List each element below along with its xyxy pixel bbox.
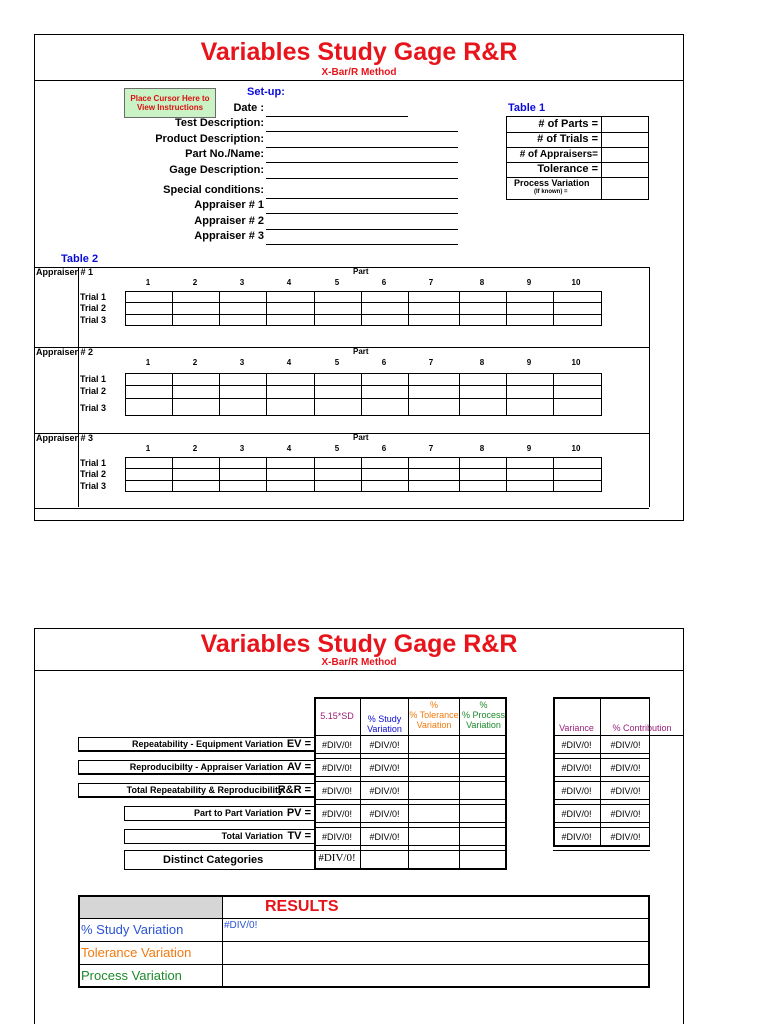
part-label-1: Part (353, 267, 369, 276)
table1-tolerance-label: Tolerance = (537, 163, 598, 175)
stat-study-value: #DIV/0! (369, 809, 400, 819)
results-process-value (223, 964, 650, 987)
stat-study-value: #DIV/0! (369, 740, 400, 750)
stat-variance-value: #DIV/0! (561, 740, 592, 750)
stat-variance-value: #DIV/0! (561, 786, 592, 796)
part-number: 10 (571, 444, 581, 453)
trial-label: Trial 2 (80, 303, 107, 313)
part-number: 6 (381, 278, 387, 287)
stat-label: Repeatability - Equipment Variation (131, 739, 283, 749)
results-process-label: Process Variation (79, 964, 223, 987)
part-number: 2 (192, 278, 198, 287)
field-appraiser2-input[interactable] (266, 229, 458, 230)
setup-label: Set-up: (247, 86, 285, 98)
results-title: RESULTS (223, 896, 650, 918)
stat-label: Total Variation (221, 831, 283, 841)
appraiser-3-label: Appraiser # 3 (36, 433, 94, 443)
stat-code: R&R = (277, 784, 311, 796)
field-appraiser3-label: Appraiser # 3 (194, 230, 264, 242)
field-appraiser2-label: Appraiser # 2 (194, 215, 264, 227)
part-number: 3 (239, 444, 245, 453)
trial-grid[interactable] (125, 373, 602, 416)
header-sd: 5.15*SD (320, 711, 354, 721)
trial-label: Trial 1 (80, 458, 107, 468)
part-number: 7 (428, 358, 434, 367)
part-number: 5 (334, 358, 340, 367)
trial-grid[interactable] (125, 457, 602, 492)
field-special-label: Special conditions: (163, 184, 264, 196)
stat-sd-value: #DIV/0! (321, 786, 352, 796)
field-gage-label: Gage Description: (169, 164, 264, 176)
field-product-label: Product Description: (155, 133, 264, 145)
results-table (78, 895, 650, 988)
trial-label: Trial 2 (80, 469, 107, 479)
field-appraiser1-label: Appraiser # 1 (194, 199, 264, 211)
field-product-input[interactable] (266, 147, 458, 148)
header-variance: Variance (559, 723, 594, 733)
part-number: 1 (145, 358, 151, 367)
part-number: 9 (526, 444, 532, 453)
results-page-title: Variables Study Gage R&R (200, 630, 518, 658)
field-test-input[interactable] (266, 131, 458, 132)
part-number: 1 (145, 444, 151, 453)
field-appraiser3-input[interactable] (266, 244, 458, 245)
part-number: 8 (479, 358, 485, 367)
stat-contribution-value: #DIV/0! (610, 740, 641, 750)
header-process-text: % Process Variation (461, 710, 505, 730)
part-number: 9 (526, 278, 532, 287)
field-gage-input[interactable] (266, 178, 458, 179)
part-number: 1 (145, 278, 151, 287)
trial-label: Trial 1 (80, 292, 107, 302)
header-tolerance-text: % Tolerance Variation (409, 710, 459, 730)
results-tolerance-label: Tolerance Variation (79, 941, 223, 964)
distinct-label: Distinct Categories (163, 854, 264, 866)
stat-label: Total Repeatability & Reproducibility (126, 785, 283, 795)
stat-code: PV = (286, 807, 311, 819)
table1-process-note: (If known) = (534, 189, 568, 195)
results-study-label: % Study Variation (79, 918, 223, 941)
results-page-subtitle: X-Bar/R Method (321, 657, 397, 668)
stat-contribution-value: #DIV/0! (610, 786, 641, 796)
stat-sd-value: #DIV/0! (321, 832, 352, 842)
table1-appraisers-label: # of Appraisers= (519, 149, 598, 160)
table1-title: Table 1 (508, 102, 546, 114)
part-number: 4 (286, 444, 292, 453)
stat-contribution-value: #DIV/0! (610, 809, 641, 819)
stat-variance-value: #DIV/0! (561, 832, 592, 842)
results-tolerance-value (223, 941, 650, 964)
table1 (506, 116, 649, 200)
trial-label: Trial 3 (80, 481, 107, 491)
table1-parts-label: # of Parts = (538, 118, 598, 130)
distinct-value: #DIV/0! (318, 852, 356, 864)
part-number: 8 (479, 444, 485, 453)
trial-label: Trial 1 (80, 374, 107, 384)
stat-study-value: #DIV/0! (369, 763, 400, 773)
trial-label: Trial 3 (80, 315, 107, 325)
trial-label: Trial 2 (80, 386, 107, 396)
stat-study-value: #DIV/0! (369, 832, 400, 842)
part-number: 10 (571, 358, 581, 367)
instructions-button[interactable]: Place Cursor Here to View Instructions (124, 88, 216, 118)
trial-label: Trial 3 (80, 403, 107, 413)
sheet-setup (34, 34, 684, 521)
stat-code: TV = (287, 830, 311, 842)
sheet-results (34, 628, 684, 1024)
stat-code: AV = (287, 761, 311, 773)
appraiser-1-label: Appraiser # 1 (36, 267, 94, 277)
part-label-2: Part (353, 347, 369, 356)
field-part-input[interactable] (266, 162, 458, 163)
field-test-label: Test Description: (174, 117, 264, 129)
part-number: 3 (239, 358, 245, 367)
part-number: 9 (526, 358, 532, 367)
field-part-label: Part No./Name: (185, 148, 264, 160)
stat-variance-value: #DIV/0! (561, 809, 592, 819)
results-study-value: #DIV/0! (223, 918, 650, 941)
stat-sd-value: #DIV/0! (321, 763, 352, 773)
header-process: % % Process Variation (461, 700, 505, 730)
stat-label: Reproducibilty - Appraiser Variation (129, 762, 283, 772)
header-study: % Study Variation (367, 714, 402, 734)
part-number: 7 (428, 444, 434, 453)
field-appraiser1-input[interactable] (266, 213, 458, 214)
stat-contribution-value: #DIV/0! (610, 832, 641, 842)
stat-contribution-value: #DIV/0! (610, 763, 641, 773)
field-date-label: Date : (233, 102, 264, 114)
trial-grid[interactable] (125, 291, 602, 326)
page-title: Variables Study Gage R&R (200, 38, 518, 66)
stat-study-value: #DIV/0! (369, 786, 400, 796)
part-number: 6 (381, 358, 387, 367)
part-number: 2 (192, 358, 198, 367)
part-number: 8 (479, 278, 485, 287)
part-number: 3 (239, 278, 245, 287)
field-date-input[interactable] (266, 116, 408, 117)
table1-process-label: Process Variation (514, 178, 590, 188)
appraiser-2-label: Appraiser # 2 (36, 347, 94, 357)
part-number: 10 (571, 278, 581, 287)
stat-code: EV = (286, 738, 311, 750)
stat-sd-value: #DIV/0! (321, 809, 352, 819)
part-number: 6 (381, 444, 387, 453)
part-number: 5 (334, 278, 340, 287)
stat-variance-value: #DIV/0! (561, 763, 592, 773)
table1-trials-label: # of Trials = (537, 133, 598, 145)
table2-title: Table 2 (61, 253, 99, 265)
header-tolerance: % % Tolerance Variation (409, 700, 459, 730)
part-number: 2 (192, 444, 198, 453)
stat-sd-value: #DIV/0! (321, 740, 352, 750)
page-subtitle: X-Bar/R Method (321, 67, 397, 78)
header-contribution: % Contribution (612, 723, 672, 733)
part-number: 4 (286, 278, 292, 287)
results-corner (79, 896, 223, 918)
part-label-3: Part (353, 433, 369, 442)
part-number: 5 (334, 444, 340, 453)
stat-label: Part to Part Variation (193, 808, 283, 818)
field-special-input[interactable] (266, 198, 458, 199)
part-number: 7 (428, 278, 434, 287)
part-number: 4 (286, 358, 292, 367)
